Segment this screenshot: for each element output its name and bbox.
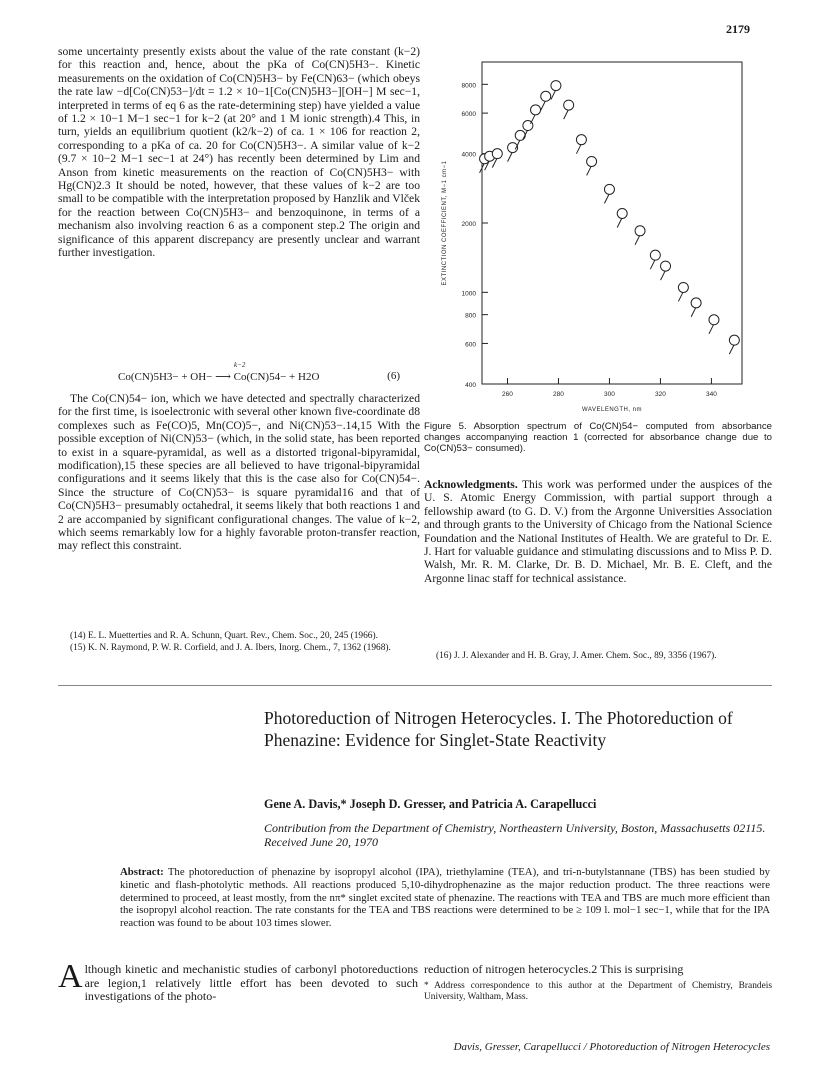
data-point (617, 208, 627, 218)
left-column-lower (58, 392, 420, 553)
y-tick-label: 2000 (461, 221, 476, 228)
x-tick-label: 320 (655, 391, 666, 398)
running-foot: Davis, Gresser, Carapellucci / Photoreduction of Nitrogen Heterocycles (453, 1041, 770, 1053)
reference-item: (15) K. N. Raymond, P. W. R. Corfield, and J. A. Ibers, Inorg. Chem., 7, 1362 (1968). (70, 643, 391, 653)
acknowledgments-paragraph (424, 478, 772, 585)
references-left (58, 631, 420, 655)
data-point-tail (508, 152, 513, 162)
y-tick-label: 400 (465, 382, 476, 389)
data-point-tail (635, 235, 640, 245)
paragraph: The Co(CN)54− ion, which we have detected and spectrally characterized for the first time, is isoelectronic with several other known five-coordinate d8 complexes such as Fe(CO)5, Mn(CO)5−, and Ni(CN)53−.14,15 With the possible exception of Ni(CN)53− (which, in the solid state, has been reported to exist in a square-pyramidal, as well as a distorted trigonal-bipyramidal, modification),15 these species are all believed to have trigonal-bipyramidal configurations and it seems likely that this is the case also for Co(CN)54−. Since the structure of Co(CN)53− is square pyramidal16 and that of Co(CN)5H3− presumably octahedral, it seems likely that both reactions 1 and 2 are accompanied by significant configurational changes. The value of k−2, which seems remarkably low for a highly favorable proton-transfer reaction, may reflect this constraint. (58, 392, 420, 553)
y-tick-label: 600 (465, 341, 476, 349)
data-point (650, 250, 660, 260)
data-point (729, 335, 739, 345)
data-point-tail (709, 324, 714, 334)
intro-right: reduction of nitrogen heterocycles.2 This is surprising (424, 962, 684, 976)
y-tick-label: 1000 (461, 290, 476, 298)
intro-left (58, 958, 418, 1004)
data-point (541, 91, 551, 101)
data-point-tail (564, 109, 569, 119)
data-point (515, 130, 525, 140)
data-point-tail (604, 193, 609, 203)
data-point (604, 184, 614, 194)
drop-cap: A (58, 958, 83, 995)
data-point (678, 282, 688, 292)
data-point (661, 261, 671, 271)
data-point (635, 226, 645, 236)
reference-item: (16) J. J. Alexander and H. B. Gray, J. Amer. Chem. Soc., 89, 3356 (1967). (436, 651, 717, 661)
data-point (531, 105, 541, 115)
intro-text: lthough kinetic and mechanistic studies of carbonyl photoreductions are legion,1 relatively little effort has been devoted to such investigations of the photo- (84, 962, 418, 1004)
data-point-tail (691, 307, 696, 317)
data-point (587, 156, 597, 166)
abstract-label: Abstract: (120, 866, 164, 878)
abstract-text: The photoreduction of phenazine by isopropyl alcohol (IPA), triethylamine (TEA), and tri-n-butylstannane (TBS) has been studied by kinetic and flash-photolytic methods. All reactions produced 5,10-dihydrophenazine as the major reduction product. The three reactions were determined to proceed, at least mostly, from the nπ* singlet excited state of phenazine. The reactions with TEA and TBS are much more efficient than the isopropyl alcohol reaction. The rate constants for the TEA and TBS reactions were determined to be ≥ 109 l. mol−1 sec−1, while that for the IPA reaction was found to be about 103 times slower. (120, 866, 770, 930)
y-axis-label: EXTINCTION COEFFICIENT, M−1 cm−1 (442, 160, 448, 286)
left-column (58, 45, 420, 260)
x-tick-label: 340 (705, 391, 717, 398)
data-point (564, 100, 574, 110)
plot-area (442, 62, 742, 413)
paragraph: some uncertainty presently exists about the value of the rate constant (k−2) for this reaction and, hence, about the pKa of Co(CN)5H3−. Kinetic measurements on the oxidation of Co(CN)5H3− by Fe(CN)63− (which obeys the rate law −d[Co(CN)53−]/dt = 1.2 × 10−1[Co(CN)5H3−][OH−] M sec−1, interpreted in terms of eq 6 as the rate-determining step) have yielded a value of 1.2 × 10−1 M−1 sec−1 for k−2 (at 20° and 1 M ionic strength).4 This, in turn, yields an equilibrium quotient (k2/k−2) of ca. 1 × 106 for reaction 2, corresponding to a pKa of ca. 20 for Co(CN)5H3−. A similar value of k−2 (9.7 × 10−2 M−1 sec−1 at 24°) has recently been determined by Lim and Anson from kinetic measurements on the reaction of Co(CN)5H3− with Hg(CN)2.3 It should be noted, however, that these values of k−2 are too small to be compatible with the interpretation proposed by Hanzlik and Vlček for the reaction between Co(CN)5H3− and benzoquinone, in terms of a mechanism also involving reaction 6 as a component step.2 The origin and significance of this apparent discrepancy are presently unclear and warrant further investigation. (58, 45, 420, 260)
data-point-tail (587, 165, 592, 175)
data-point-tail (650, 259, 655, 269)
y-tick-label: 8000 (461, 82, 476, 90)
data-point (551, 81, 561, 91)
figure-5-chart (424, 40, 774, 420)
equation-6 (118, 361, 418, 383)
figure-caption: Figure 5. Absorption spectrum of Co(CN)54− computed from absorbance changes accompanying reaction 1 (corrected for absorbance change due to Co(CN)53− consumed). (424, 421, 772, 454)
data-point (576, 135, 586, 145)
data-point-tail (678, 291, 683, 301)
y-tick-label: 800 (465, 312, 476, 320)
data-point-tail (617, 217, 622, 227)
x-axis-label: WAVELENGTH, nm (581, 407, 643, 413)
article-affiliation: Contribution from the Department of Chemistry, Northeastern University, Boston, Massachusetts 02115. Received June 20, 1970 (264, 821, 766, 849)
x-tick-label: 260 (502, 391, 513, 398)
plot-frame (482, 62, 742, 384)
data-point-tail (576, 144, 581, 154)
page-number: 2179 (726, 22, 750, 36)
section-divider (58, 685, 772, 686)
acknowledgments (424, 478, 772, 585)
footnote: * Address correspondence to this author at the Department of Chemistry, Brandeis University, Waltham, Mass. (424, 981, 772, 1002)
x-tick-label: 300 (604, 391, 615, 398)
data-point-tail (661, 270, 666, 280)
data-point (492, 149, 502, 159)
equation-number: (6) (387, 370, 400, 382)
reference-item: (14) E. L. Muetterties and R. A. Schunn, Quart. Rev., Chem. Soc., 20, 245 (1966). (70, 631, 378, 641)
abstract (120, 866, 770, 930)
article-authors: Gene A. Davis,* Joseph D. Gresser, and Patricia A. Carapellucci (264, 797, 597, 811)
equation-rate-label: k−2 (234, 361, 246, 369)
data-point-tail (531, 114, 536, 124)
data-point-tail (729, 344, 734, 354)
references-right (424, 651, 772, 663)
acknowledgments-text: This work was performed under the auspices of the U. S. Atomic Energy Commission, with partial support through a fellowship award (to G. D. V.) from the Argonne Universities Association and through grants to the University of Chicago from the National Science Foundation and the National Institutes of Health. We are grateful to Dr. E. J. Hart for valuable guidance and stimulating discussions and to Miss P. D. Walsh, Mr. R. M. Clarke, Dr. B. D. Michael, Mr. B. E. Cleft, and the Argonne linac staff for technical assistance. (424, 478, 772, 585)
equation-text: Co(CN)5H3− + OH− ⟶ Co(CN)54− + H2O (118, 371, 320, 383)
acknowledgments-label: Acknowledgments. (424, 478, 518, 491)
article-title: Photoreduction of Nitrogen Heterocycles. I. The Photoreduction of Phenazine: Evidence for Singlet-State Reactivity (264, 708, 733, 750)
data-point-tail (551, 90, 556, 100)
y-tick-label: 6000 (461, 111, 476, 119)
data-point (691, 298, 701, 308)
x-tick-label: 280 (553, 391, 564, 398)
y-tick-label: 4000 (461, 151, 476, 159)
data-point-tail (541, 100, 546, 110)
data-point (709, 315, 719, 325)
